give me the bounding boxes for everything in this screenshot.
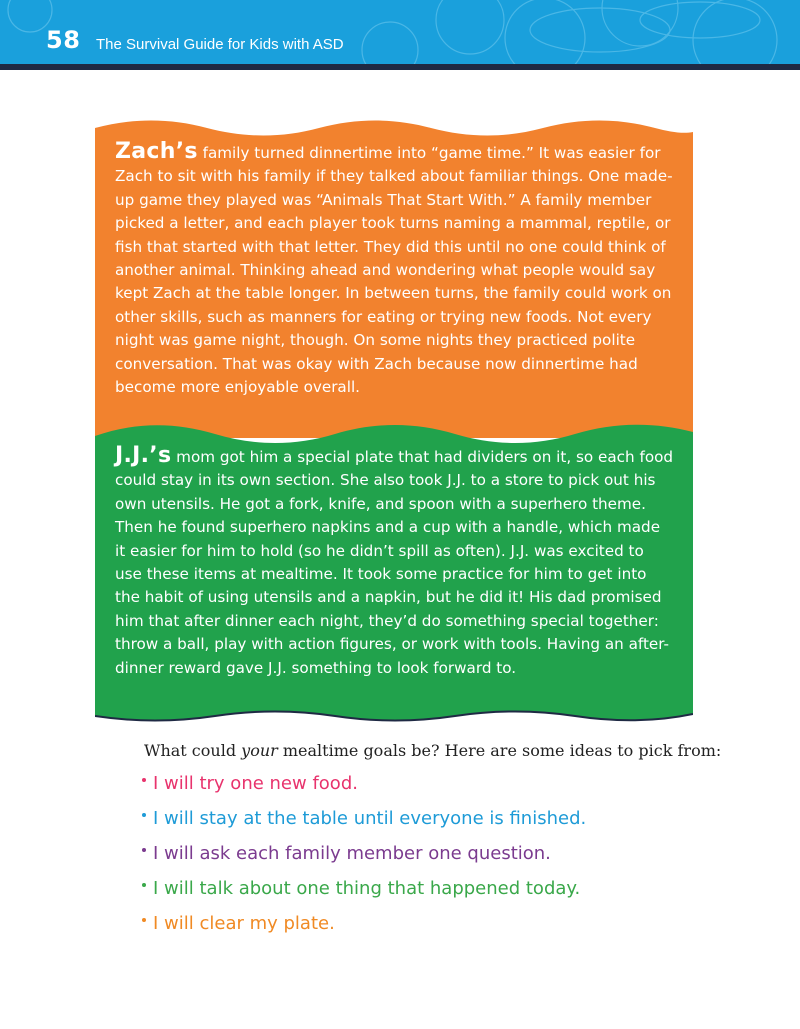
goal-text: I will try one new food. bbox=[153, 773, 358, 794]
goal-text: I will talk about one thing that happened today. bbox=[153, 878, 581, 899]
bullet-icon bbox=[142, 918, 146, 922]
page-number: 58 bbox=[46, 26, 81, 54]
goal-text: I will clear my plate. bbox=[153, 913, 335, 934]
book-title: The Survival Guide for Kids with ASD bbox=[96, 36, 344, 53]
goal-text: I will stay at the table until everyone is finished. bbox=[153, 808, 587, 829]
story-text-zach: family turned dinnertime into “game time.” It was easier for Zach to sit with his family if they talked about familiar things. One made-up game they played was “Animals That Start With.” A family member picked a letter, and each player took turns naming a mammal, reptile, or fish that started with that letter. They did this until no one could think of another animal. Thinking ahead and wondering what people would say kept Zach at the table longer. In between turns, the family could work on other skills, such as manners for eating or trying new foods. Not every night was game night, though. On some nights they practiced polite conversation. That was okay with Zach because now dinnertime had become more enjoyable overall. bbox=[115, 144, 673, 397]
goal-item bbox=[142, 766, 586, 801]
goals-list bbox=[142, 766, 586, 941]
story-name-jj: J.J.’s bbox=[115, 443, 172, 468]
goal-item bbox=[142, 836, 586, 871]
goal-item bbox=[142, 906, 586, 941]
goal-item bbox=[142, 801, 586, 836]
goals-intro-emphasis: your bbox=[241, 741, 278, 760]
goals-intro-start: What could bbox=[144, 741, 242, 760]
story-name-zach: Zach’s bbox=[115, 139, 198, 164]
bullet-icon bbox=[142, 778, 146, 782]
goals-intro bbox=[144, 741, 721, 760]
story-panels bbox=[95, 118, 693, 722]
page-header bbox=[0, 0, 800, 70]
story-jj bbox=[115, 444, 675, 680]
bullet-icon bbox=[142, 813, 146, 817]
goal-item bbox=[142, 871, 586, 906]
story-zach bbox=[115, 140, 675, 399]
header-decoration bbox=[0, 0, 800, 64]
goals-intro-end: mealtime goals be? Here are some ideas to pick from: bbox=[277, 741, 722, 760]
bullet-icon bbox=[142, 848, 146, 852]
bullet-icon bbox=[142, 883, 146, 887]
goal-text: I will ask each family member one question. bbox=[153, 843, 551, 864]
header-rule bbox=[0, 64, 800, 70]
story-text-jj: mom got him a special plate that had dividers on it, so each food could stay in its own section. She also took J.J. to a store to pick out his own utensils. He got a fork, knife, and spoon with a superhero theme. Then he found superhero napkins and a cup with a handle, which made it easier for him to hold (so he didn’t spill as often). J.J. was excited to use these items at mealtime. It took some practice for him to get into the habit of using utensils and a napkin, but he did it! His dad promised him that after dinner each night, they’d do something special together: throw a ball, play with action figures, or work with tools. Having an after-dinner reward gave J.J. something to look forward to. bbox=[115, 448, 674, 677]
